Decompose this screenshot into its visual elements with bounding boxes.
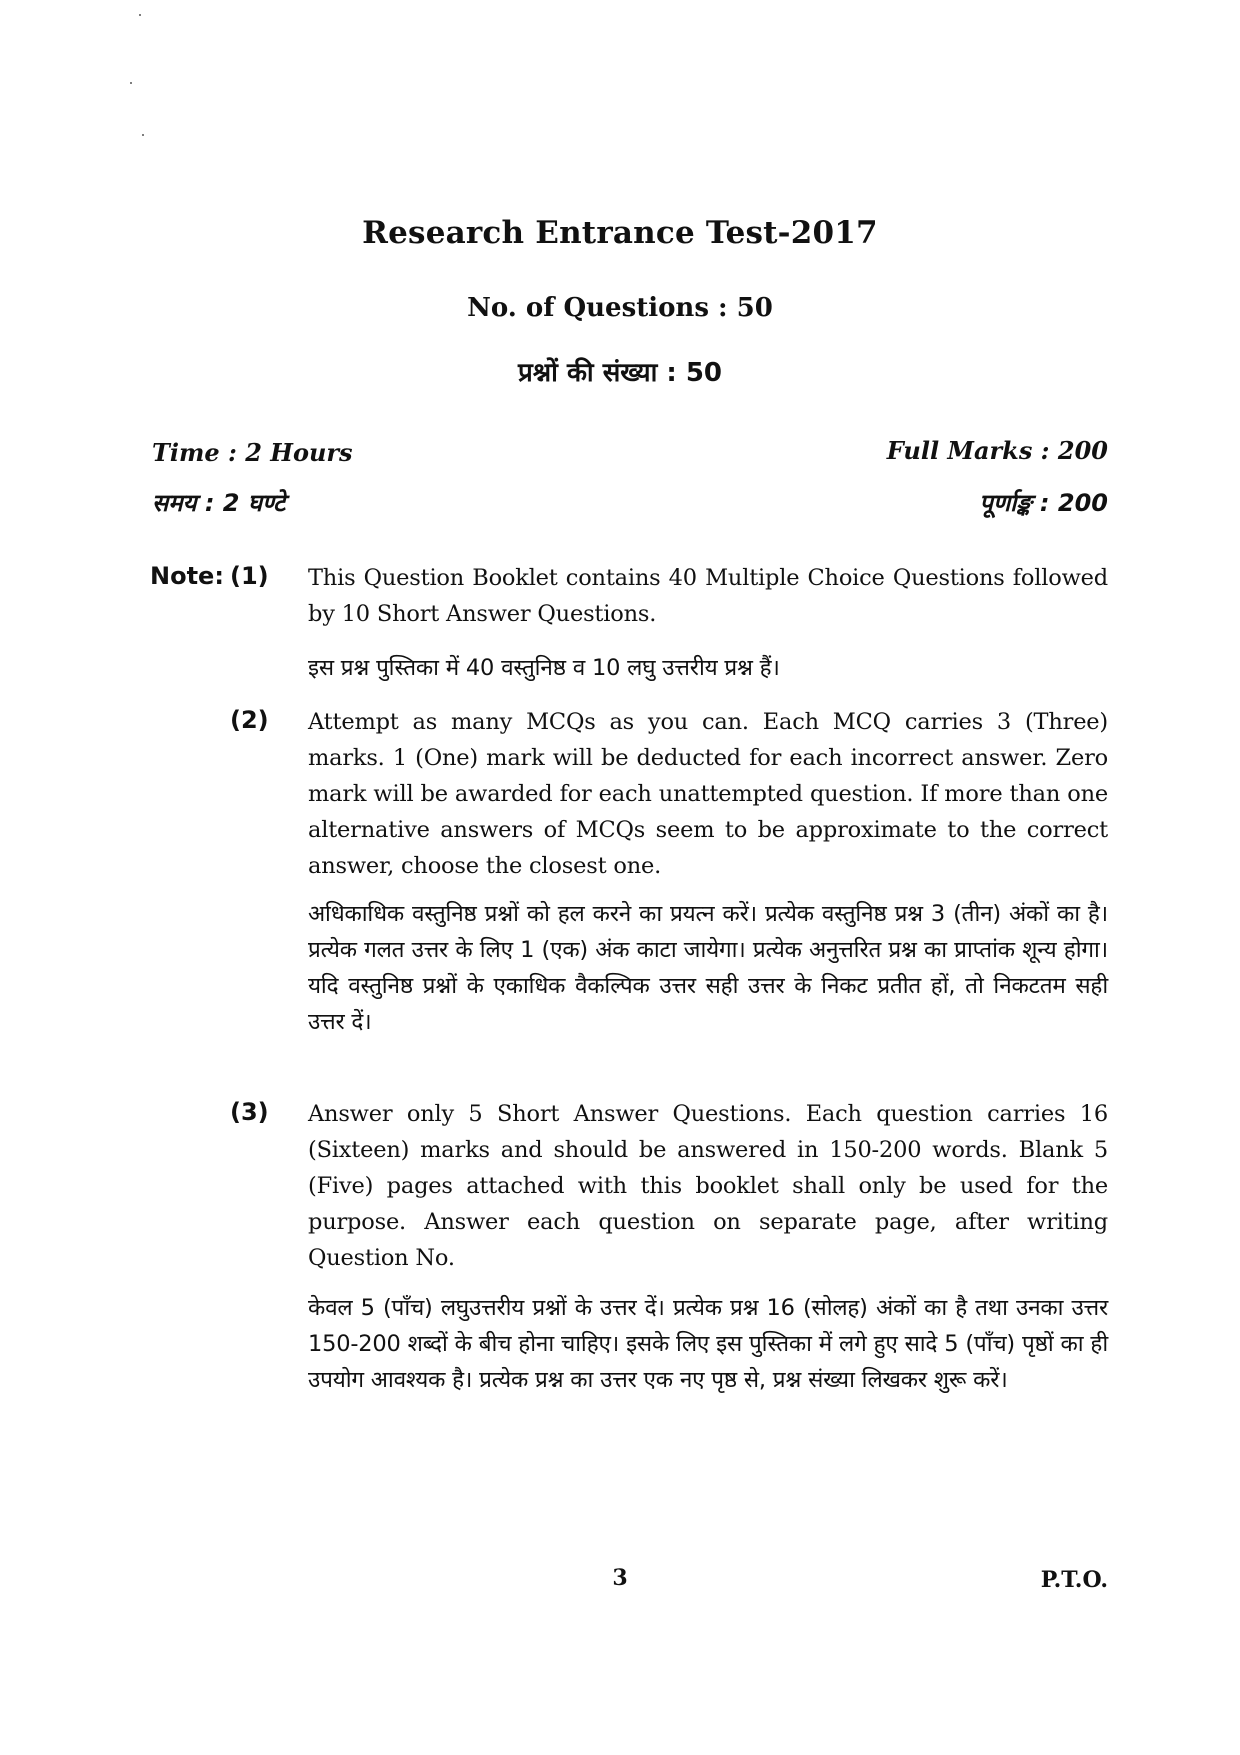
scan-speck [139, 14, 141, 16]
question-count-hindi: प्रश्नों की संख्या : 50 [518, 358, 722, 388]
scan-speck [142, 134, 144, 136]
note-3-hindi: केवल 5 (पाँच) लघुउत्तरीय प्रश्नों के उत्तर दें। प्रत्येक प्रश्न 16 (सोलह) अंकों का है तथा उनका उत्तर 150-200 शब्दों के बीच होना चाहिए। इसके लिए इस पुस्तिका में लगे हुए सादे 5 (पाँच) पृष्ठों का ही उपयोग आवश्यक है। प्रत्येक प्रश्न का उत्तर एक नए पृष्ठ से, प्रश्न संख्या लिखकर शुरू करें। [308, 1295, 1108, 1393]
time-english: Time : 2 Hours [152, 438, 353, 467]
time-hindi: समय : 2 घण्टे [152, 489, 286, 517]
page-title: Research Entrance Test-2017 [362, 215, 878, 251]
note-number: (3) [230, 1098, 269, 1126]
scan-speck [130, 82, 132, 84]
full-marks-hindi: पूर्णाङ्क : 200 [979, 489, 1108, 517]
note-number: (1) [230, 562, 269, 590]
page-number: 3 [612, 1565, 628, 1591]
note-2-hindi: अधिकाधिक वस्तुनिष्ठ प्रश्नों को हल करने का प्रयत्न करें। प्रत्येक वस्तुनिष्ठ प्रश्न 3 (तीन) अंकों का है। प्रत्येक गलत उत्तर के लिए 1 (एक) अंक काटा जायेगा। प्रत्येक अनुत्तरित प्रश्न का प्राप्तांक शून्य होगा। यदि वस्तुनिष्ठ प्रश्नों के एकाधिक वैकल्पिक उत्तर सही उत्तर के निकट प्रतीत हों, तो निकटतम सही उत्तर दें। [308, 901, 1108, 1035]
note-number: (2) [230, 706, 269, 734]
note-1-english: This Question Booklet contains 40 Multiple Choice Questions followed by 10 Short Answer Questions. [308, 565, 1108, 627]
note-2-english: Attempt as many MCQs as you can. Each MCQ carries 3 (Three) marks. 1 (One) mark will be deducted for each incorrect answer. Zero mark will be awarded for each unattempted question. If more than one alternative answers of MCQs seem to be approximate to the correct answer, choose the closest one. [308, 709, 1108, 879]
note-1-hindi: इस प्रश्न पुस्तिका में 40 वस्तुनिष्ठ व 10 लघु उत्तरीय प्रश्न हैं। [308, 655, 780, 681]
full-marks-english: Full Marks : 200 [886, 436, 1108, 465]
note-label: Note: [150, 562, 224, 590]
note-3-english: Answer only 5 Short Answer Questions. Each question carries 16 (Sixteen) marks and should be answered in 150-200 words. Blank 5 (Five) pages attached with this booklet shall only be used for the purpose. Answer each question on separate page, after writing Question No. [308, 1101, 1108, 1271]
question-count-english: No. of Questions : 50 [467, 293, 773, 323]
please-turn-over: P.T.O. [1040, 1567, 1108, 1593]
